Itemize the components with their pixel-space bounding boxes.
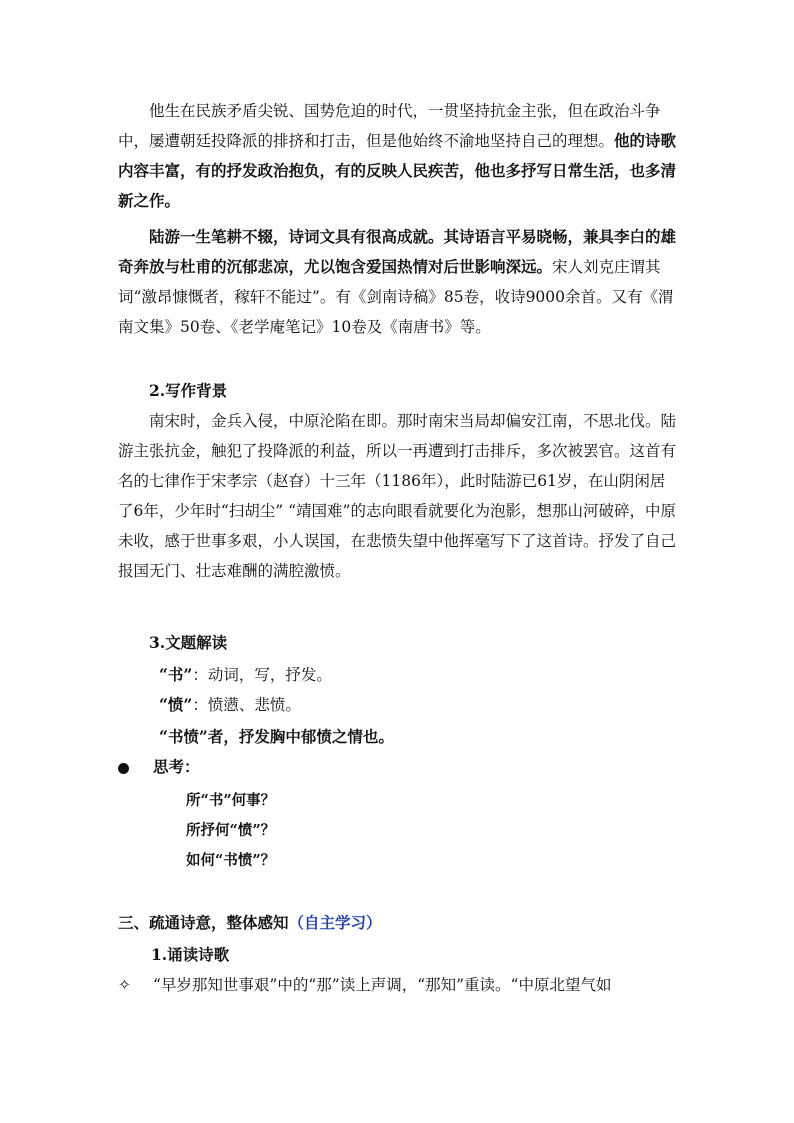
question-2: 所抒何“愤”？ <box>186 822 276 839</box>
paragraph-background: 南宋时，金兵入侵，中原沦陷在即。那时南宋当局却偏安江南，不思北伐。陆游主张抗金，触犯了投降派的利益，所以一再遭到打击排斥，多次被罢官。这首有名的七律作于宋孝宗（赵昚）十三年（1186年），此时陆游已61岁，在山阴闲居了6年，少年时“扫胡尘” “靖国难”的志向眼看就要化为泡影，想那山河破碎，中原未收，感于世事多艰，小人误国，在悲愤失望中他挥毫写下了这首诗。抒发了自己报国无门、壮志难酬的满腔激愤。 <box>118 412 677 580</box>
question-3: 如何“书愤”？ <box>186 852 276 869</box>
definition-text: ：动词，写，抒发。 <box>192 666 332 684</box>
definition-text: ：愤懑、悲愤。 <box>192 696 301 714</box>
section-heading-title-interpretation: 3.文题解读 <box>149 633 228 652</box>
think-bullet <box>118 752 200 782</box>
bullet-dot-icon <box>118 763 129 774</box>
recite-note-text: “早岁那知世事艰”中的“那”读上声调，“那知”重读。“中原北望气如 <box>153 976 612 994</box>
part-three-title: 三、疏通诗意，整体感知 <box>118 913 289 932</box>
definition-fen <box>159 690 301 720</box>
subheading-recite: 1.诵读诗歌 <box>151 945 230 964</box>
think-label: 思考： <box>153 757 200 776</box>
definition-term: “书” <box>159 665 193 684</box>
part-three-heading <box>118 908 382 938</box>
definition-shufen: “书愤”者，抒发胸中郁愤之情也。 <box>159 727 394 746</box>
part-three-note: （自主学习） <box>288 913 382 932</box>
paragraph-text: 宋人刘克庄谓其词“激昂慷慨者，稼轩不能过”。有《剑南诗稿》85卷，收诗9000余首。又有《渭南文集》50卷、《老学庵笔记》10卷及《南唐书》等。 <box>118 258 674 336</box>
paragraph-author-life <box>118 96 678 216</box>
question-1: 所“书”何事？ <box>186 792 276 809</box>
paragraph-bold-text: 陆游一生笔耕不辍，诗词文具有很高成就。其诗语言平易晓畅，兼具李白的雄奇奔放与杜甫的沉郁悲凉，尤以饱含爱国热情对后世影响深远。 <box>118 227 677 276</box>
paragraph-bold-text: 他的诗歌内容丰富，有的抒发政治抱负，有的反映人民疾苦，他也多抒写日常生活，也多清新之作。 <box>118 131 677 210</box>
section-heading-background: 2.写作背景 <box>149 381 228 400</box>
definition-term: “愤” <box>159 695 193 714</box>
recite-note <box>118 970 678 1000</box>
paragraph-text: 他生在民族矛盾尖锐、国势危迫的时代，一贯坚持抗金主张，但在政治斗争中，屡遭朝廷投降派的排挤和打击，但是他始终不渝地坚持自己的理想。 <box>118 102 661 150</box>
diamond-bullet-icon: ✧ <box>118 976 131 994</box>
paragraph-achievements <box>118 222 678 342</box>
definition-shu <box>159 660 332 690</box>
